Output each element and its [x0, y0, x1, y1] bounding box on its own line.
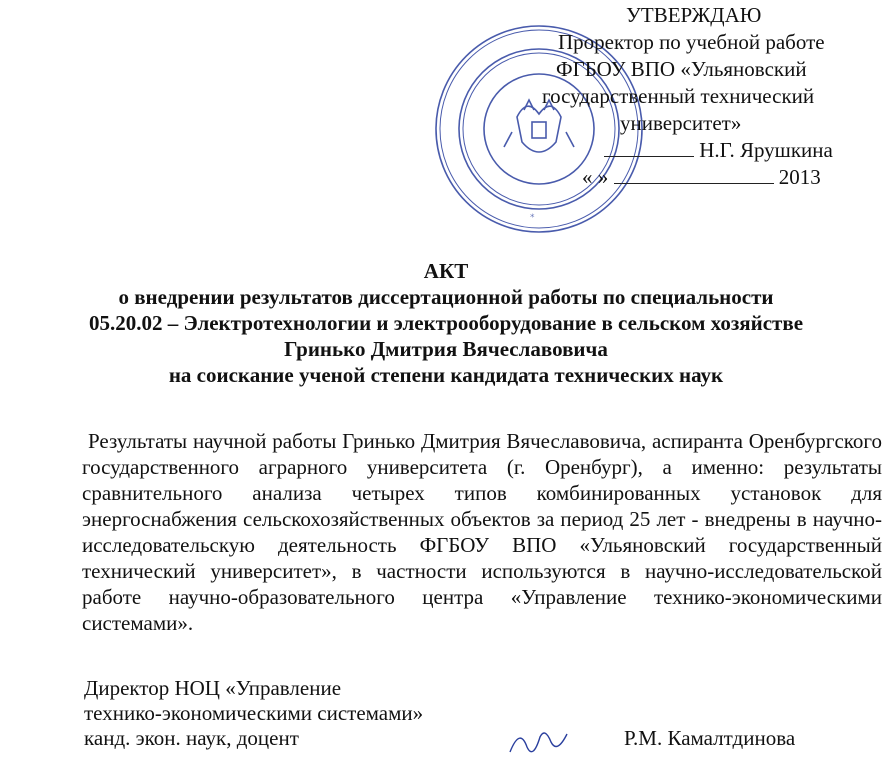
date-open-quote: «	[582, 165, 593, 189]
signature-block	[84, 676, 874, 751]
body-section	[82, 428, 882, 636]
approver-name: Н.Г. Ярушкина	[699, 138, 833, 162]
signer-degree: канд. экон. наук, доцент	[84, 726, 299, 750]
signer-position-line1: Директор НОЦ «Управление	[84, 676, 342, 700]
approver-position-line3: государственный технический	[542, 84, 815, 108]
title-person: Гринько Дмитрия Вячеславовича	[284, 337, 608, 361]
approver-signature-line	[540, 137, 885, 164]
approval-year: 2013	[778, 165, 821, 189]
approver-position-line1: Проректор по учебной работе	[558, 30, 825, 54]
approver-position-line2: ФГБОУ ВПО «Ульяновский	[556, 57, 807, 81]
title-line2: о внедрении результатов диссертационной работы по специальности	[118, 285, 774, 309]
title-specialty: 05.20.02 – Электротехнологии и электрооборудование в сельском хозяйстве	[88, 311, 804, 335]
approve-word: УТВЕРЖДАЮ	[626, 3, 762, 27]
document-title	[0, 258, 892, 388]
approval-date-line	[540, 164, 885, 191]
approver-position-line4: университет»	[620, 111, 742, 135]
body-paragraph: Результаты научной работы Гринько Дмитрия Вячеславовича, аспиранта Оренбургского государственного аграрного университета (г. Оренбург), а именно: результаты сравнительного анализа четырех типов комбинированных установок для энергоснабжения сельскохозяйственных объектов за период 25 лет - внедрены в научно-исследовательскую деятельность ФГБОУ ВПО «Ульяновский государственный технический университет», в частности используются в научно-исследовательской работе научно-образовательного центра «Управление технико-экономическими системами».	[82, 429, 882, 635]
signer-position-line2: технико-экономическими системами»	[84, 701, 424, 725]
title-act: АКТ	[423, 259, 469, 283]
title-degree: на соискание ученой степени кандидата технических наук	[168, 363, 724, 387]
handwritten-signature-icon	[505, 722, 575, 762]
signer-name: Р.М. Камалтдинова	[624, 726, 796, 750]
date-underline	[614, 165, 774, 184]
svg-text:*: *	[530, 213, 535, 223]
date-close-quote: »	[597, 165, 609, 189]
signature-underline	[604, 138, 694, 157]
approval-block	[540, 2, 885, 191]
